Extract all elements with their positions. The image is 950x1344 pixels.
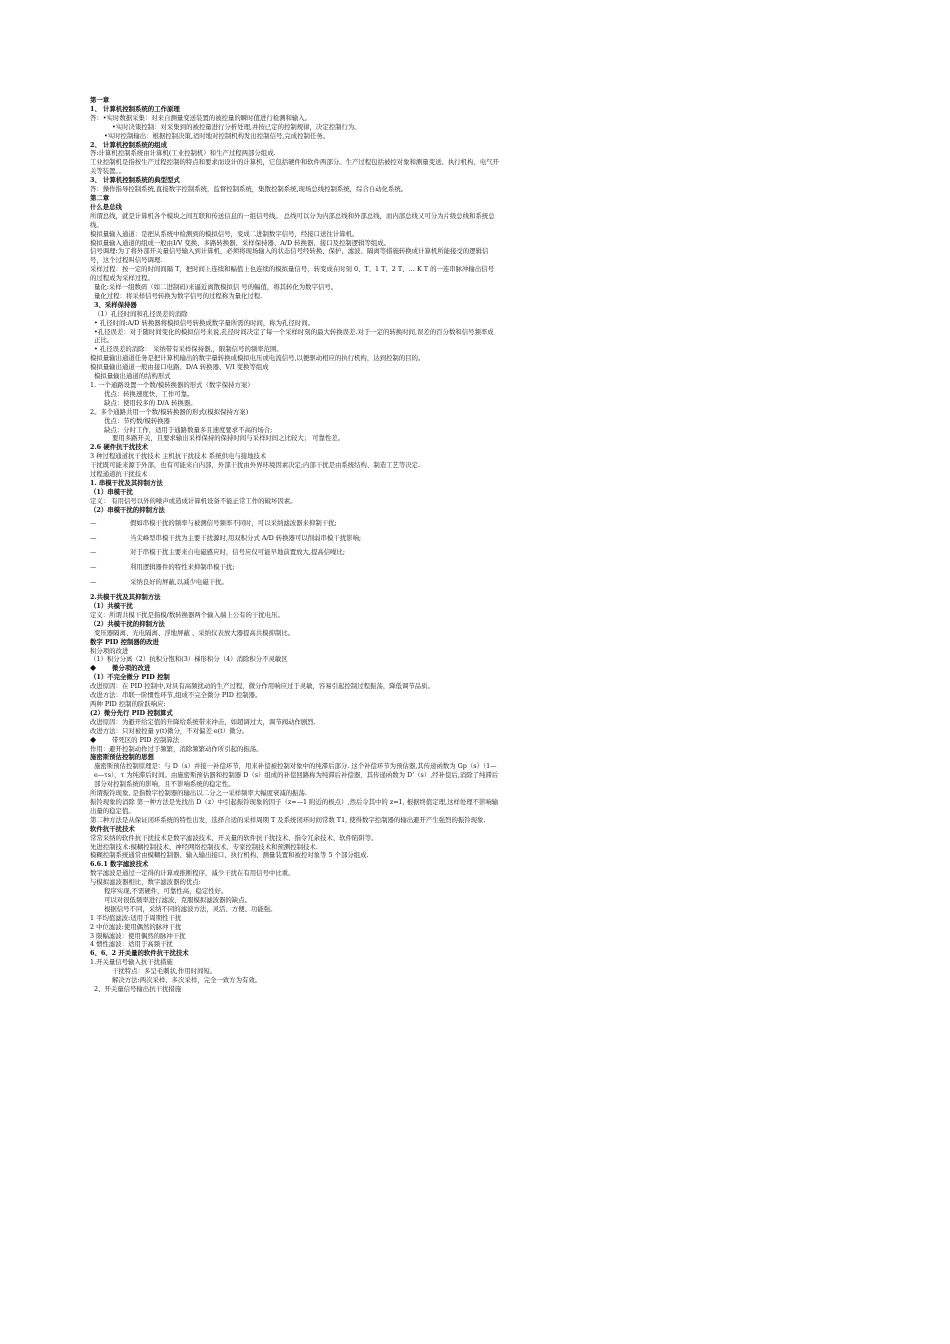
text-line: 积分项的改进 bbox=[90, 646, 129, 655]
text-line: 振铃现象的消除 第一种方法是先找出 D（z）中引起振铃现象的因子（z=—1 附近的极点）,然后令其中的 z=1, 根据终值定理,这样处理不影响输出量的稳定值。 bbox=[90, 797, 499, 815]
text-line: 1 平均值滤波:适用于周期性干扰 bbox=[90, 913, 182, 922]
text-line: 1. 一个通路设置一个数/模转换器的形式（数字保持方案） bbox=[90, 381, 254, 389]
text-line: 可以对很低频率进行滤波，克服模拟滤波器的缺点。 bbox=[104, 895, 251, 904]
text-line: •实时决策控制：对采集到的被控量进行分析处理,并按已定的控制规律，决定控制行为。 bbox=[112, 122, 361, 131]
diamond-heading bbox=[90, 664, 500, 673]
text-line: 模拟量输出通道任务是把计算机输出的数字量转换成模拟电压或电流信号,以便驱动相应的执行机构，达到控制的目的。 bbox=[90, 354, 425, 363]
text-line: • 孔径时间:A/D 转换器将模拟信号转换成数字量所需的时间，称为孔径时间。 bbox=[94, 318, 314, 327]
text-line: 4 惯性滤波：适用于高频干扰 bbox=[90, 940, 173, 949]
text-line: 答：操作指导控制系统,直接数字控制系统，监督控制系统，集散控制系统,现场总线控制系统，综合自动化系统。 bbox=[90, 185, 408, 194]
text-line: 2 中位滤波:使用偶然的脉冲干扰 bbox=[90, 922, 182, 931]
text-line: （2）共模干扰的抑制方法 bbox=[90, 619, 165, 628]
dash-bullet-icon: — bbox=[90, 518, 97, 527]
dash-list-item bbox=[90, 548, 500, 557]
heading-text: 微分项的改进 bbox=[112, 664, 151, 673]
text-line: （1）积分分离（2）抗积分饱和(3）梯形积分（4）消除积分不灵敏区 bbox=[90, 655, 288, 664]
text-line: 常常采纳的软件抗干扰技术是数字滤波技术、开关量的软件抗干扰技术、指令冗余技术、软件陷阱等。 bbox=[90, 833, 378, 842]
text-line: 1.开关量信号输入抗干扰措施 bbox=[90, 958, 173, 967]
text-line: 答：•实时数据采集：对来自测量变送装置的被控量的瞬时值进行检测和输入。 bbox=[90, 113, 312, 122]
list-item-text: 当尖峰型串模干扰为主要干扰源时,用双积分式 A/D 转换器可以削弱串模干扰影响; bbox=[130, 533, 362, 542]
text-line: （1）共模干扰 bbox=[90, 602, 133, 611]
text-line: 解决方法:两次采样、多次采样，完全一致方为有效。 bbox=[112, 976, 262, 985]
text-line: 所谓总线，就是计算机各个模块之间互联和传送信息的一组信号线。 总线可以分为内部总线和外部总线，而内部总线又可分为片级总线和系统总线。 bbox=[90, 211, 495, 229]
text-line: 量化:采样一组数码（如二进制码)来逼近离散模拟信 号的幅值，将其转化为数字信号。 bbox=[94, 283, 338, 292]
text-line: 1. 串模干扰及其抑制方法 bbox=[90, 478, 163, 487]
text-line: 所谓振铃现象, 是指数字控制器的输出以二分之一采样频率大幅度衰减的振荡. bbox=[90, 789, 307, 798]
text-line: （1）串模干扰 bbox=[90, 487, 133, 496]
text-line: 3 限幅滤波：使用偶然的脉冲干扰 bbox=[90, 931, 186, 940]
text-line: 根据信号不同，采纳不同的滤波方法，灵活、方便、功能强。 bbox=[104, 904, 277, 913]
section-block bbox=[90, 96, 500, 515]
text-line: 3 种过程通道抗干扰技术 主机抗干扰技术 系统供电与接地技术 bbox=[90, 452, 267, 461]
text-line: 改进方法：只对被控量 y(t)微分，不对偏差 e(t）微分。 bbox=[90, 726, 249, 735]
document-page bbox=[90, 96, 500, 994]
text-line: 干扰特点：多呈毛刺状,作用时间短。 bbox=[112, 967, 217, 976]
section-block bbox=[90, 745, 500, 994]
text-line: 2、 计算机控制系统的组成 bbox=[90, 140, 167, 149]
list-item-text: 采纳良好的屏蔽,以减少电磁干扰。 bbox=[130, 578, 228, 587]
text-line: • 孔径误差的消除： 采纳带有采样保持器,，限制信号的频率范围。 bbox=[94, 345, 283, 354]
text-line: （1）不完全微分 PID 控制 bbox=[90, 673, 170, 682]
list-item-text: 利用逻辑器件的特性来抑制串模干扰; bbox=[130, 563, 235, 572]
text-line: 6、6、2 开关量的软件抗干扰技术 bbox=[90, 949, 189, 958]
text-line: 定义： 有用信号以外的噪声或造成计算机设备不能正常工作的破坏因素。 bbox=[90, 496, 297, 505]
diamond-bullet-icon: ◆ bbox=[90, 663, 97, 673]
section-block bbox=[90, 673, 500, 735]
dash-list-item bbox=[90, 578, 500, 587]
text-line: 2、开关量信号输出抗干扰措施 bbox=[94, 985, 182, 993]
text-line: 第二种方法是从保证闭环系统的特性出发，选择合适的采样周期 T 及系统闭环时间常数 T1, 使得数字控制器的输出避开产生强烈的振铃现象. bbox=[90, 815, 486, 824]
text-line: 变压器隔离、光电隔离、浮地屏蔽 、采纳仪表放大器提高共模抑制比。 bbox=[94, 628, 295, 637]
text-line: 模拟量输出通道的结构形式 bbox=[94, 372, 171, 381]
dash-bullet-icon: — bbox=[90, 533, 97, 542]
dash-list bbox=[90, 519, 500, 588]
dash-list-item bbox=[90, 534, 500, 543]
text-line: 2.6 硬件抗干扰技术 bbox=[90, 443, 149, 452]
text-line: 施密斯预估控制的思想 bbox=[90, 753, 154, 762]
text-line: 程序实现,不需硬件，可靠性高，稳定性好。 bbox=[104, 887, 228, 896]
text-line: 改进方法：串联一阶惯性环节,组成不完全微分 PID 控制器。 bbox=[90, 691, 262, 700]
text-line: 优点：节约数/模转换器 bbox=[104, 416, 171, 425]
text-line: 答:计算机控制系统由计算机(工业控制机）和生产过程两部分组成. bbox=[90, 149, 276, 158]
text-line: 干扰既可能来源于外部，也有可能来自内部，外部干扰由外界环境因素决定;内部干扰是由系统结构、制造工艺等决定. bbox=[90, 461, 421, 470]
text-line: 2。多个通路共用一个数/模转换器的形式(模拟保持方案) bbox=[90, 407, 249, 416]
text-line: 模拟量输入通道的组成一般由I/V 变换、多路转换器、采样保持器、A/D 转换器、接口及控制逻辑等组成。 bbox=[90, 238, 391, 247]
text-line: 改进原因：为避开给定值的升降给系统带来冲击，如超调过大，调节阀动作剧烈. bbox=[90, 717, 316, 726]
text-line: 软件抗干扰技术 bbox=[90, 824, 135, 833]
dash-bullet-icon: — bbox=[90, 548, 97, 557]
text-line: •实时控制输出：根据控制决策,适时地对控制机构发出控制信号,完成控制任务。 bbox=[104, 131, 330, 140]
text-line: 两种 PID 控制的阶跃响应: bbox=[90, 700, 166, 708]
dash-list-item bbox=[90, 563, 500, 572]
text-line: 优点：转换速度快、工作可靠。 bbox=[104, 389, 194, 398]
text-line: 信号调理:为了将外部开关量信号输入到计算机，必须将现场输入的状态信号经转换、保护、滤波、隔离等措施转换成计算机所能接受的逻辑信号，这个过程叫信号调理. bbox=[90, 247, 489, 265]
text-line: 1、 计算机控制系统的工作原理 bbox=[90, 104, 180, 113]
section-block bbox=[90, 593, 500, 664]
text-line: 模拟量输出通道一般由接口电路、D/A 转换器、V/I 变换等组成 bbox=[90, 363, 269, 372]
text-line: 定义：所谓共模干扰是指模/数转换器两个输入端上公有的干扰电压。 bbox=[90, 610, 284, 619]
text-line: 改进原因：在 PID 控制中,对具有高频扰动的生产过程，微分作用响应过于灵敏，容易引起控制过程振荡，降低调节品质。 bbox=[90, 682, 434, 691]
text-line: 数字滤波是通过一定得的计算或推断程序，减少干扰在有用信号中比重。 bbox=[90, 869, 295, 878]
text-line: 作用：避开控制动作过于频繁，消除频繁动作所引起的振荡。 bbox=[90, 744, 263, 753]
text-line: 工业控制机是指按生产过程控制的特点和要求而设计的计算机，它包括硬件和软件两部分。生产过程包括被控对象和测量变送、执行机构、电气开关等装置。。 bbox=[90, 158, 499, 176]
text-line: 过程通道抗干扰技术 bbox=[90, 470, 148, 479]
text-line: 缺点：分时工作，适用于通路数量多且速度要求不高的场合; bbox=[104, 425, 273, 434]
text-line: 模糊控制系统通常由模糊控制器、输入输出接口、执行机构、测量装置和被控对象等 5 个部分组成. bbox=[90, 851, 369, 860]
text-line: (2）微分先行 PID 控制算式 bbox=[90, 708, 173, 717]
text-line: （2）串模干扰的抑制方法 bbox=[90, 505, 165, 514]
text-line: 要用多路开关，且要求输出采样保持的保持时间与采样时间之比较大； 可靠性差。 bbox=[112, 434, 345, 443]
heading-text: 带死区的 PID 控制算法 bbox=[112, 735, 180, 744]
text-line: 先进控制技术:模糊控制技术、神经网络控制技术、专家控制技术和预测控制技术. bbox=[90, 842, 318, 851]
text-line: 采样过程：按一定的时间间隔 T，把时间上连续和幅值上也连续的模拟量信号，转变成在时刻 0、T、1 T、2 T、… K T 的一连串脉冲输出信号的过程成为采样过程。 bbox=[90, 265, 494, 283]
list-item-text: 对于串模干扰主要来自电磁感应时，信号应仅可能早地前置放大,提高信噪比; bbox=[130, 548, 346, 557]
text-line: 施密斯预估控制原理是：与 D（s）并接一补偿环节，用来补偿被控制对象中的纯滞后部分. 这个补偿环节为预估器,其传递函数为 Gp（s）（1—e—τs），τ 为纯滞后时间。由施密斯预估器和控制器 D（s）组成的补偿回路称为纯滞后补偿器，其传递函数为 D’（s）,经补偿后,消除了纯滞后部分对控制系统的影响，且不影响系统的稳定性。 bbox=[94, 762, 499, 789]
text-line: 第二章 bbox=[90, 193, 110, 202]
dash-bullet-icon: — bbox=[90, 578, 97, 587]
text-line: 模拟量输入通道：是把从系统中检测到的模拟信号，变成二进制数字信号，经接口送往计算机。 bbox=[90, 229, 359, 238]
diamond-bullet-icon: ◆ bbox=[90, 734, 97, 744]
text-line: 与模拟滤波器相比，数字滤波器的优点: bbox=[90, 878, 201, 887]
text-line: 数字 PID 控制器的改进 bbox=[90, 637, 159, 646]
text-line: 3、采样保持器 bbox=[94, 300, 137, 309]
text-line: 第一章 bbox=[90, 96, 110, 104]
diamond-heading bbox=[90, 736, 500, 745]
dash-bullet-icon: — bbox=[90, 563, 97, 572]
text-line: •孔径误差：对于随时间变化的模拟信号来说,孔径时间决定了每一个采样时刻的最大转换误差.对于一定的转换时间,误差的百分数和信号频率成正比。 bbox=[94, 327, 494, 345]
text-line: 量化过程：将采样信号转换为数字信号的过程称为量化过程. bbox=[94, 291, 263, 300]
text-line: （1）孔径时间和孔径误差的消除 bbox=[94, 309, 188, 318]
text-line: 缺点：使用较多的 D/A 转换器。 bbox=[104, 398, 197, 407]
text-line: 什么是总线 bbox=[90, 202, 122, 211]
dash-list-item bbox=[90, 519, 500, 528]
text-line: 3、 计算机控制系统的典型型式 bbox=[90, 176, 180, 185]
text-line: 6.6.1 数字滤波技术 bbox=[90, 860, 149, 869]
text-line: 2.共模干扰及其抑制方法 bbox=[90, 593, 161, 602]
list-item-text: 假如串模干扰的频率与被测信号频率不同时，可以采纳滤波器来抑制干扰; bbox=[130, 518, 337, 527]
